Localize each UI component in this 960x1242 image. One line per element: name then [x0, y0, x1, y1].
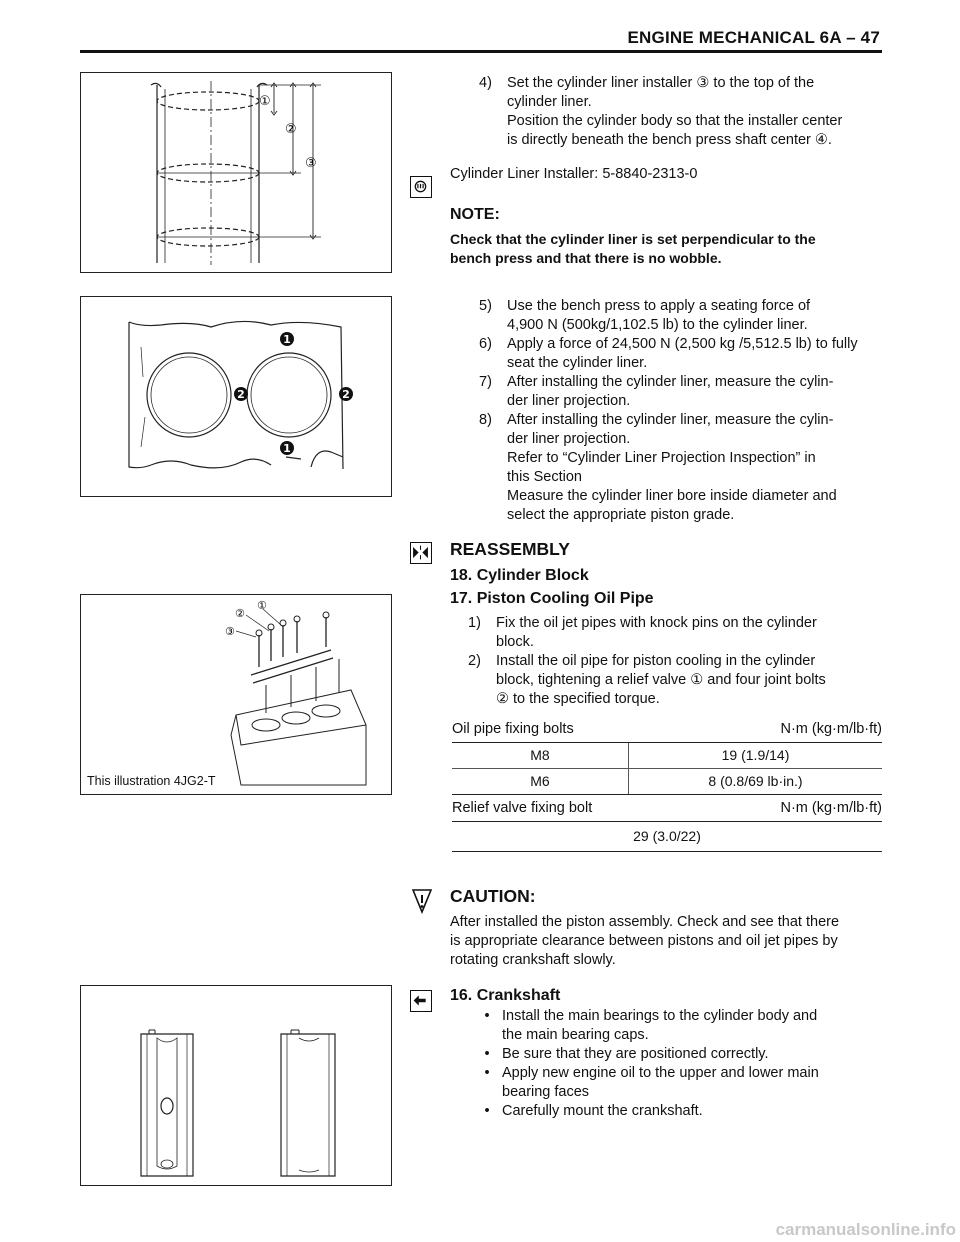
caution-line: After installed the piston assembly. Check and see that there [450, 914, 840, 930]
figure-main-bearings [80, 985, 392, 1186]
item-17-heading: 17. Piston Cooling Oil Pipe [450, 590, 654, 607]
list-item: • Apply new engine oil to the upper and lower main bearing faces [484, 1065, 819, 1100]
label-2: ② [235, 607, 245, 620]
steps-5-8 [479, 297, 881, 525]
list-item: • Install the main bearings to the cylinder body and the main bearing caps. [484, 1008, 818, 1043]
marker-2-left: 2 [237, 388, 245, 401]
text-line: Set the cylinder liner installer ③ to the top of the [507, 75, 815, 91]
step-8: 8) After installing the cylinder liner, measure the cylin- der liner projection. Refer to “Cylinder Liner Projection Inspection” in this Section Measure the cylinder liner bore inside diameter and select the appropriate piston grade. [479, 412, 837, 523]
label-1: ① [259, 94, 271, 109]
install-arrow-icon [410, 990, 432, 1012]
oil-pipe-torque-table [452, 720, 882, 795]
step-2: 2) Install the oil pipe for piston cooling in the cylinder block, tightening a relief valve ① and four joint bolts ② to the specified torque. [468, 653, 826, 707]
note-block [450, 205, 882, 268]
note-line: Check that the cylinder liner is set perpendicular to the [450, 231, 816, 247]
header-rule [80, 50, 882, 53]
figure-cylinder-liner-installer [80, 72, 392, 273]
step-6: 6) Apply a force of 24,500 N (2,500 kg /5,512.5 lb) to fully seat the cylinder liner. [479, 336, 858, 371]
marker-1-bottom: 1 [283, 442, 291, 455]
step-4 [479, 74, 881, 150]
list-item: • Carefully mount the crankshaft. [484, 1103, 703, 1119]
reassembly-block [450, 540, 882, 608]
caution-line: is appropriate clearance between pistons and oil jet pipes by [450, 933, 838, 949]
label-3: ③ [225, 625, 235, 638]
note-line: bench press and that there is no wobble. [450, 250, 722, 266]
marker-1-top: 1 [283, 333, 291, 346]
reassembly-icon [410, 542, 432, 564]
crankshaft-heading: 16. Crankshaft [450, 987, 561, 1004]
crankshaft-block [450, 986, 884, 1121]
caution-block [450, 887, 884, 970]
step-1: 1) Fix the oil jet pipes with knock pins on the cylinder block. [468, 615, 817, 650]
step-7: 7) After installing the cylinder liner, measure the cylin- der liner projection. [479, 374, 834, 409]
item-18-heading: 18. Cylinder Block [450, 567, 589, 584]
figure-caption: This illustration 4JG2-T [87, 774, 216, 788]
relief-valve-torque-table [452, 799, 882, 852]
caution-icon [412, 888, 432, 919]
table-row: 29 (3.0/22) [633, 828, 701, 844]
special-tool-icon [410, 176, 432, 198]
main-bearings-drawing [81, 986, 391, 1185]
table-row: M8 19 (1.9/14) [452, 743, 882, 769]
caution-line: rotating crankshaft slowly. [450, 952, 616, 968]
figure-oil-jet-pipes [80, 594, 392, 795]
reassembly-heading: REASSEMBLY [450, 539, 570, 559]
watermark: carmanualsonline.info [775, 1220, 956, 1239]
text-line: is directly beneath the bench press shaft center ④. [507, 132, 832, 148]
label-2: ② [285, 122, 297, 137]
cylinder-bores-drawing [81, 297, 391, 496]
table-label: Relief valve fixing bolt [452, 800, 593, 816]
step-number: 4) [479, 75, 492, 91]
table-row: M6 8 (0.8/69 lb·in.) [452, 769, 882, 795]
list-item: • Be sure that they are positioned correctly. [484, 1046, 769, 1062]
caution-heading: CAUTION: [450, 886, 536, 906]
oil-jet-pipes-drawing [81, 595, 391, 794]
step-5: 5) Use the bench press to apply a seating force of 4,900 N (500kg/1,102.5 lb) to the cylinder liner. [479, 298, 811, 333]
figure-cylinder-bores [80, 296, 392, 497]
table-unit: N·m (kg·m/lb·ft) [780, 800, 882, 816]
table-label: Oil pipe fixing bolts [452, 721, 574, 737]
table-unit: N·m (kg·m/lb·ft) [780, 721, 882, 737]
text-line: cylinder liner. [507, 94, 592, 110]
text-line: Position the cylinder body so that the installer center [507, 113, 843, 129]
oil-pipe-steps [468, 614, 882, 709]
marker-2-right: 2 [342, 388, 350, 401]
tool-text: Cylinder Liner Installer: 5-8840-2313-0 [450, 166, 698, 182]
label-1: ① [257, 599, 267, 612]
cylinder-liner-drawing [81, 73, 391, 272]
label-3: ③ [305, 156, 317, 171]
page-header: ENGINE MECHANICAL 6A – 47 [627, 28, 880, 47]
note-heading: NOTE: [450, 206, 500, 223]
